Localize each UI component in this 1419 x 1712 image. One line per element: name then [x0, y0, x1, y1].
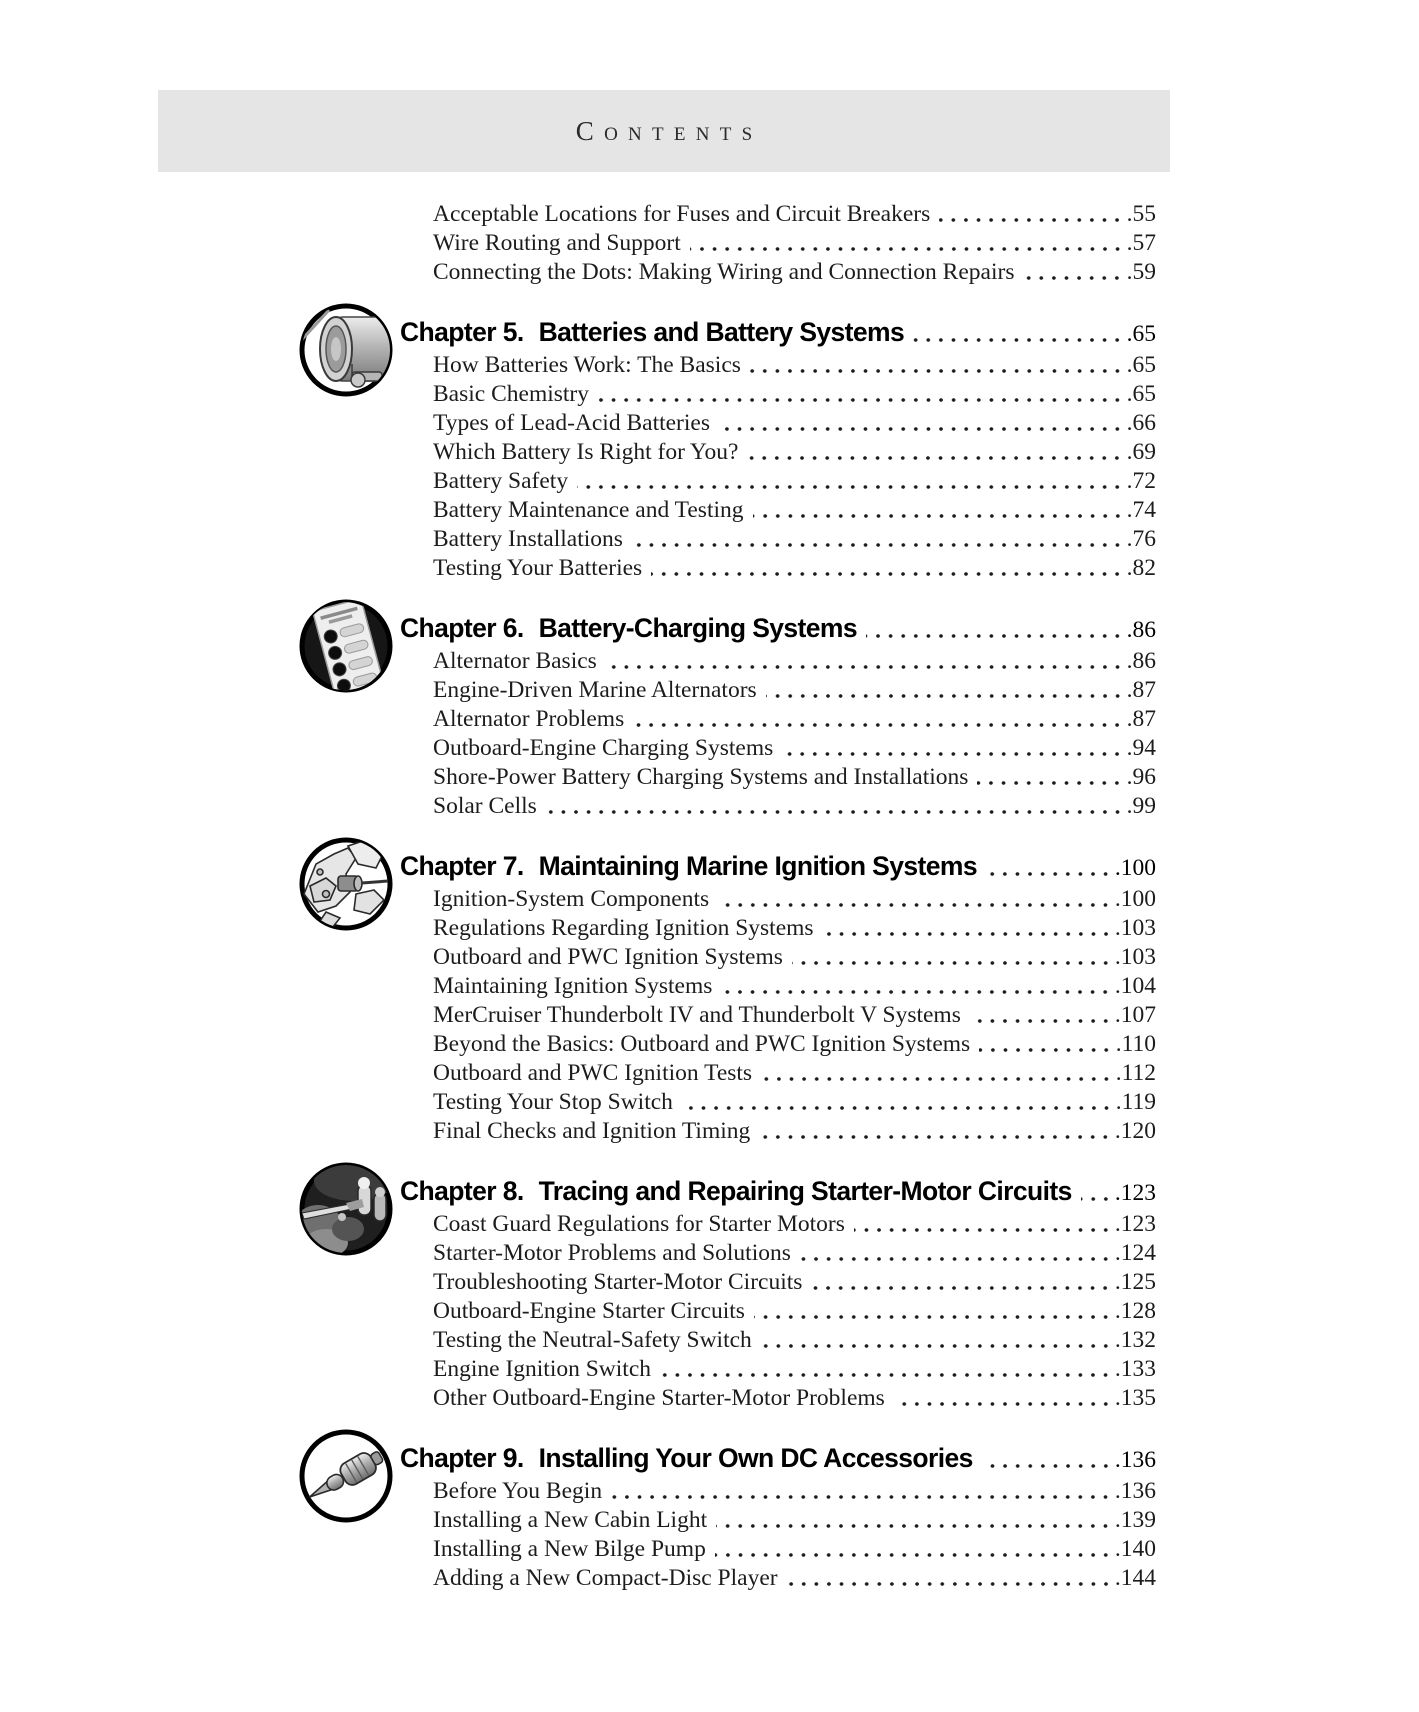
- toc-entry-page: . 107: [1115, 1001, 1156, 1030]
- toc-entry-title: Which Battery Is Right for You?: [433, 439, 739, 465]
- chapter-entries: [400, 351, 1156, 583]
- chapter-block-6: [400, 610, 1156, 821]
- toc-entry-page: . 132: [1115, 1326, 1156, 1355]
- toc-entry: [400, 1297, 1156, 1326]
- toc-entry-page: . 135: [1115, 1384, 1156, 1413]
- chapter-block-5: [400, 314, 1156, 583]
- dot-leader: [633, 705, 1124, 734]
- toc-entry-title: Outboard-Engine Starter Circuits: [433, 1298, 745, 1324]
- toc-entry: [400, 258, 1156, 287]
- toc-entry-title: How Batteries Work: The Basics: [433, 352, 741, 378]
- toc-entry-page: . 128: [1115, 1297, 1156, 1326]
- dot-leader: [721, 972, 1112, 1001]
- toc: [400, 200, 1156, 1593]
- toc-entry-title: Testing Your Batteries: [433, 555, 643, 581]
- dot-leader: [970, 1001, 1113, 1030]
- toc-entry-title: Final Checks and Ignition Timing: [433, 1118, 751, 1144]
- toc-entry-title: Outboard and PWC Ignition Systems: [433, 944, 783, 970]
- toc-entry-page: . 104: [1115, 972, 1156, 1001]
- toc-entry-title: Shore-Power Battery Charging Systems and Installations: [433, 764, 969, 790]
- chapter-page: . 123: [1115, 1175, 1156, 1212]
- toc-entry: [400, 763, 1156, 792]
- toc-entry: [400, 1355, 1156, 1384]
- toc-entry-title: Ignition-System Components: [433, 886, 710, 912]
- chapter-entries: [400, 885, 1156, 1146]
- dot-leader: [682, 1088, 1114, 1117]
- chapter-page: . 136: [1115, 1442, 1156, 1479]
- dot-leader: [982, 1440, 1113, 1477]
- toc-entry: [400, 734, 1156, 763]
- chapter-heading: [400, 1173, 1156, 1210]
- ignition-system-icon: [296, 834, 396, 934]
- toc-entry-title: Maintaining Ignition Systems: [433, 973, 713, 999]
- toc-entry-title: Outboard and PWC Ignition Tests: [433, 1060, 753, 1086]
- toc-entry-title: Beyond the Basics: Outboard and PWC Ignition Systems: [433, 1031, 971, 1057]
- toc-entry-page: . 59: [1127, 258, 1156, 287]
- dot-leader: [894, 1384, 1113, 1413]
- dot-leader: [823, 914, 1113, 943]
- toc-entry: [400, 1384, 1156, 1413]
- dot-leader: [753, 496, 1125, 525]
- toc-entry-title: Basic Chemistry: [433, 381, 589, 407]
- toc-entry-title: Alternator Basics: [433, 648, 597, 674]
- dot-leader: [632, 525, 1125, 554]
- dot-leader: [761, 1059, 1114, 1088]
- dot-leader: [811, 1268, 1112, 1297]
- dot-leader: [854, 1210, 1113, 1239]
- dot-leader: [651, 554, 1124, 583]
- toc-entry-title: Acceptable Locations for Fuses and Circuit Breakers: [433, 201, 931, 227]
- dot-leader: [546, 792, 1125, 821]
- toc-entry-page: . 133: [1115, 1355, 1156, 1384]
- toc-entry-title: Before You Begin: [433, 1478, 603, 1504]
- toc-entry: [400, 229, 1156, 258]
- chapter-entries: [400, 1477, 1156, 1593]
- toc-entry: [400, 467, 1156, 496]
- toc-entry: [400, 554, 1156, 583]
- toc-entry-page: . 112: [1116, 1059, 1156, 1088]
- chapter-entries: [400, 1210, 1156, 1413]
- toc-entry-title: Types of Lead-Acid Batteries: [433, 410, 710, 436]
- dot-leader: [660, 1355, 1113, 1384]
- toc-entry: [400, 1210, 1156, 1239]
- toc-entry-page: . 144: [1115, 1564, 1156, 1593]
- toc-entry-page: . 120: [1115, 1117, 1156, 1146]
- toc-entry-page: . 139: [1115, 1506, 1156, 1535]
- toc-entry: [400, 792, 1156, 821]
- chapter-heading: [400, 1440, 1156, 1477]
- toc-entry-page: . 66: [1127, 409, 1156, 438]
- toc-entry: [400, 647, 1156, 676]
- toc-entry: [400, 1326, 1156, 1355]
- toc-intro-entries: [400, 200, 1156, 287]
- chapter-title: Batteries and Battery Systems: [538, 317, 905, 347]
- toc-entry: [400, 380, 1156, 409]
- toc-entry: [400, 1477, 1156, 1506]
- toc-entry-title: Battery Installations: [433, 526, 623, 552]
- toc-entry-title: Solar Cells: [433, 793, 537, 819]
- chapter-number: Chapter 6.: [400, 613, 524, 643]
- dot-leader: [598, 380, 1125, 409]
- toc-entry: [400, 1535, 1156, 1564]
- chapter-title: Tracing and Repairing Starter-Motor Circuits: [538, 1176, 1072, 1206]
- toc-entry-title: Testing Your Stop Switch: [433, 1089, 673, 1115]
- chapter-number: Chapter 7.: [400, 851, 524, 881]
- toc-entry-page: . 86: [1127, 647, 1156, 676]
- chapter-number: Chapter 5.: [400, 317, 524, 347]
- dot-leader: [1023, 258, 1124, 287]
- toc-entry-title: Coast Guard Regulations for Starter Motors: [433, 1211, 845, 1237]
- toc-entry-page: . 125: [1115, 1268, 1156, 1297]
- toc-entry-page: . 82: [1127, 554, 1156, 583]
- dot-leader: [792, 943, 1113, 972]
- dot-leader: [715, 1535, 1113, 1564]
- dot-leader: [750, 351, 1125, 380]
- battery-icon: [296, 300, 396, 400]
- dot-leader: [759, 1117, 1113, 1146]
- dot-leader: [716, 1506, 1113, 1535]
- toc-entry-page: . 119: [1116, 1088, 1156, 1117]
- chapter-entries: [400, 647, 1156, 821]
- dot-leader: [718, 885, 1113, 914]
- toc-entry-page: . 87: [1127, 705, 1156, 734]
- toc-entry: [400, 438, 1156, 467]
- dot-leader: [979, 1030, 1114, 1059]
- toc-entry-page: . 72: [1127, 467, 1156, 496]
- toc-entry: [400, 409, 1156, 438]
- toc-entry-title: Regulations Regarding Ignition Systems: [433, 915, 814, 941]
- dc-connector-icon: [296, 1426, 396, 1526]
- chapter-title: Installing Your Own DC Accessories: [538, 1443, 973, 1473]
- toc-entry: [400, 972, 1156, 1001]
- toc-entry: [400, 351, 1156, 380]
- toc-entry-title: Battery Safety: [433, 468, 569, 494]
- toc-entry: [400, 525, 1156, 554]
- toc-entry-title: Engine Ignition Switch: [433, 1356, 652, 1382]
- toc-entry: [400, 1088, 1156, 1117]
- toc-entry: [400, 1030, 1156, 1059]
- toc-entry-page: . 124: [1115, 1239, 1156, 1268]
- starter-motor-repair-icon: [296, 1159, 396, 1259]
- chapter-heading: [400, 314, 1156, 351]
- toc-entry-title: Starter-Motor Problems and Solutions: [433, 1240, 791, 1266]
- chapter-title: Battery-Charging Systems: [538, 613, 858, 643]
- toc-entry-title: MerCruiser Thunderbolt IV and Thunderbolt V Systems: [433, 1002, 961, 1028]
- toc-entry-title: Engine-Driven Marine Alternators: [433, 677, 757, 703]
- toc-entry-page: . 136: [1115, 1477, 1156, 1506]
- chapter-page: . 65: [1127, 316, 1156, 353]
- dot-leader: [986, 848, 1113, 885]
- dot-leader: [787, 1564, 1113, 1593]
- dot-leader: [1081, 1173, 1113, 1210]
- toc-entry-page: . 96: [1127, 763, 1156, 792]
- toc-entry-page: . 140: [1115, 1535, 1156, 1564]
- toc-entry: [400, 885, 1156, 914]
- page-title: Contents: [575, 115, 763, 146]
- toc-entry-page: . 87: [1127, 676, 1156, 705]
- chapter-page: . 100: [1115, 850, 1156, 887]
- toc-entry-page: . 123: [1115, 1210, 1156, 1239]
- contents-header-band: [158, 90, 1170, 172]
- toc-entry-title: Troubleshooting Starter-Motor Circuits: [433, 1269, 803, 1295]
- toc-entry-title: Connecting the Dots: Making Wiring and Connection Repairs: [433, 259, 1015, 285]
- chapter-block-7: [400, 848, 1156, 1146]
- toc-entry-page: . 103: [1115, 943, 1156, 972]
- toc-entry-page: . 65: [1127, 380, 1156, 409]
- toc-entry: [400, 1117, 1156, 1146]
- chapter-page: . 86: [1127, 612, 1156, 649]
- toc-entry-title: Alternator Problems: [433, 706, 625, 732]
- toc-entry: [400, 1268, 1156, 1297]
- toc-entry: [400, 1564, 1156, 1593]
- dot-leader: [761, 1326, 1113, 1355]
- toc-entry-page: . 94: [1127, 734, 1156, 763]
- toc-entry: [400, 1239, 1156, 1268]
- toc-entry-page: . 69: [1127, 438, 1156, 467]
- toc-entry-title: Wire Routing and Support: [433, 230, 681, 256]
- toc-entry-page: . 103: [1115, 914, 1156, 943]
- dot-leader: [782, 734, 1124, 763]
- toc-entry-page: . 100: [1115, 885, 1156, 914]
- toc-entry: [400, 1059, 1156, 1088]
- toc-entry-title: Adding a New Compact-Disc Player: [433, 1565, 778, 1591]
- dot-leader: [939, 200, 1124, 229]
- toc-entry: [400, 676, 1156, 705]
- dot-leader: [866, 610, 1125, 647]
- dot-leader: [913, 314, 1124, 351]
- dot-leader: [577, 467, 1125, 496]
- toc-entry-title: Testing the Neutral-Safety Switch: [433, 1327, 752, 1353]
- toc-entry-page: . 76: [1127, 525, 1156, 554]
- dot-leader: [754, 1297, 1113, 1326]
- toc-entry-page: . 99: [1127, 792, 1156, 821]
- chapter-heading: [400, 848, 1156, 885]
- dot-leader: [977, 763, 1124, 792]
- dot-leader: [611, 1477, 1113, 1506]
- dot-leader: [800, 1239, 1113, 1268]
- toc-entry-page: . 110: [1116, 1030, 1156, 1059]
- toc-entry-page: . 57: [1127, 229, 1156, 258]
- toc-entry: [400, 200, 1156, 229]
- dot-leader: [719, 409, 1125, 438]
- dot-leader: [606, 647, 1125, 676]
- chapter-number: Chapter 8.: [400, 1176, 524, 1206]
- chapter-block-8: [400, 1173, 1156, 1413]
- dot-leader: [766, 676, 1125, 705]
- toc-entry-title: Outboard-Engine Charging Systems: [433, 735, 774, 761]
- toc-entry-title: Other Outboard-Engine Starter-Motor Problems: [433, 1385, 885, 1411]
- toc-entry: [400, 914, 1156, 943]
- toc-entry-title: Installing a New Bilge Pump: [433, 1536, 706, 1562]
- charging-analyzer-icon: [296, 596, 396, 696]
- toc-entry: [400, 1506, 1156, 1535]
- toc-entry: [400, 1001, 1156, 1030]
- toc-entry: [400, 943, 1156, 972]
- chapter-number: Chapter 9.: [400, 1443, 524, 1473]
- toc-entry: [400, 705, 1156, 734]
- dot-leader: [690, 229, 1125, 258]
- toc-entry-title: Installing a New Cabin Light: [433, 1507, 708, 1533]
- toc-entry-page: . 74: [1127, 496, 1156, 525]
- toc-entry: [400, 496, 1156, 525]
- toc-entry-page: . 55: [1127, 200, 1156, 229]
- toc-entry-page: . 65: [1127, 351, 1156, 380]
- dot-leader: [747, 438, 1124, 467]
- chapter-title: Maintaining Marine Ignition Systems: [538, 851, 977, 881]
- chapter-heading: [400, 610, 1156, 647]
- chapter-block-9: [400, 1440, 1156, 1593]
- toc-entry-title: Battery Maintenance and Testing: [433, 497, 744, 523]
